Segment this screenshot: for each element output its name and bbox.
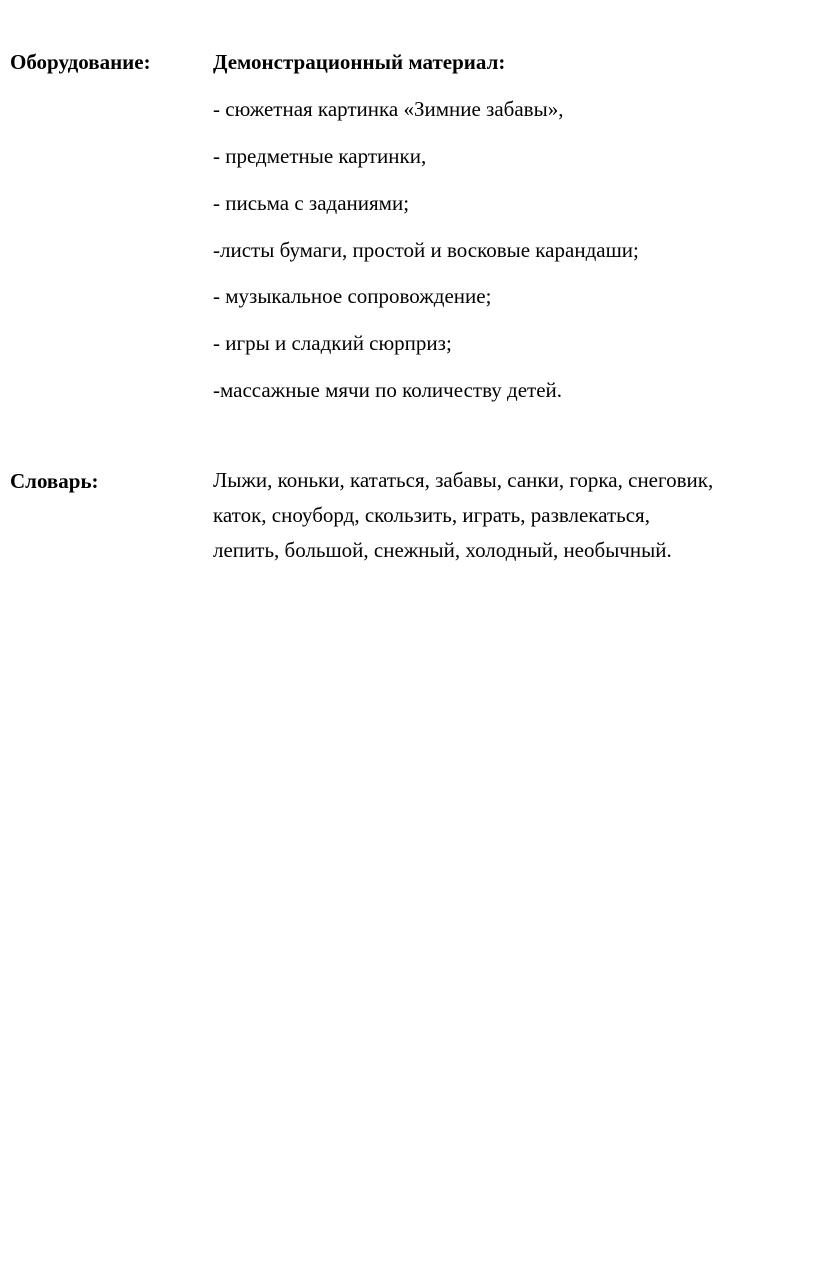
list-item: -листы бумаги, простой и восковые карандаши; (213, 238, 639, 262)
list-item: -массажные мячи по количеству детей. (213, 378, 563, 402)
vocabulary-line: Лыжи, коньки, кататься, забавы, санки, горка, снеговик, (213, 468, 714, 492)
list-item: - письма с заданиями; (213, 191, 410, 215)
vocabulary-line: лепить, большой, снежный, холодный, необычный. (213, 538, 672, 562)
list-item: - музыкальное сопровождение; (213, 284, 492, 308)
vocabulary-label: Словарь: (10, 469, 99, 493)
list-item: - игры и сладкий сюрприз; (213, 331, 452, 355)
vocabulary-line: каток, сноуборд, скользить, играть, развлекаться, (213, 503, 650, 527)
equipment-label: Оборудование: (10, 50, 151, 74)
vocabulary-text (213, 463, 813, 568)
list-item: - предметные картинки, (213, 144, 427, 168)
demo-material-heading: Демонстрационный материал: (213, 50, 506, 74)
list-item: - сюжетная картинка «Зимние забавы», (213, 97, 564, 121)
